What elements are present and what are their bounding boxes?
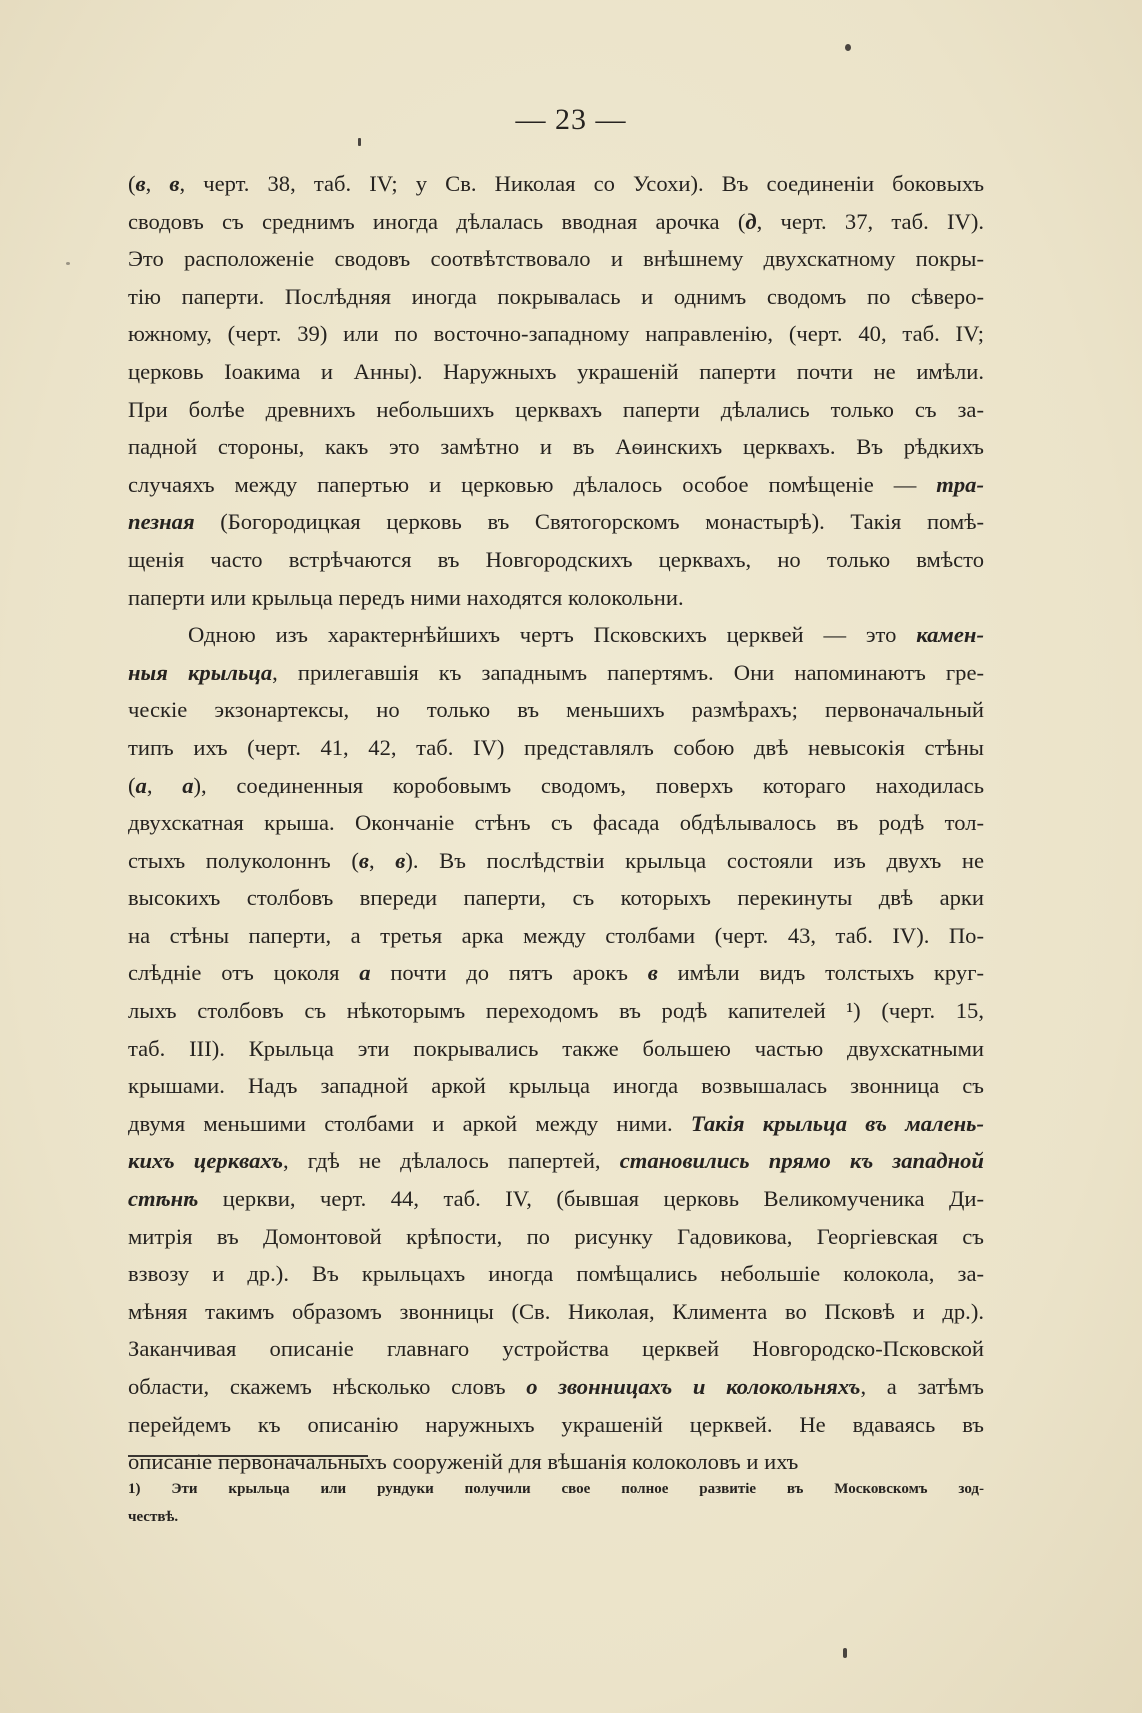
italic-text-segment: в: [135, 171, 146, 196]
text-segment: (: [128, 772, 136, 798]
text-line: [128, 315, 984, 353]
ink-speck: [843, 1648, 847, 1658]
text-segment: (: [128, 171, 136, 196]
text-segment: (Богородицкая церковь въ Святогорскомъ монастырѣ). Такія помѣ-: [194, 509, 984, 535]
italic-text-segment: тра-: [936, 471, 984, 497]
text-line: [128, 616, 984, 654]
italic-text-segment: в: [169, 171, 180, 196]
text-segment: , черт. 37, таб. IV).: [756, 208, 984, 234]
text-segment: почти до пятъ арокъ: [370, 960, 648, 986]
italic-text-segment: в: [395, 847, 406, 873]
text-line: [128, 165, 984, 203]
text-line: [128, 428, 984, 466]
text-line: [128, 1330, 984, 1368]
italic-text-segment: пезная: [128, 509, 195, 535]
text-line: [128, 767, 984, 805]
text-segment: высокихъ столбовъ впереди паперти, съ которыхъ перекинуты двѣ арки: [128, 885, 984, 911]
text-segment: лыхъ столбовъ съ нѣкоторымъ переходомъ въ родѣ капителей ¹) (черт. 15,: [128, 998, 984, 1024]
text-line: [128, 729, 984, 767]
text-line: [128, 954, 984, 992]
text-line: [128, 1142, 984, 1180]
text-segment: стыхъ полуколоннъ (: [128, 847, 359, 873]
text-line: [128, 1180, 984, 1218]
text-line: [128, 1255, 984, 1293]
ink-speck: [358, 138, 361, 146]
text-line: [128, 203, 984, 241]
footnote-divider: [128, 1455, 368, 1457]
text-segment: крышами. Надъ западной аркой крыльца иногда возвышалась звонница съ: [128, 1073, 984, 1099]
text-line: [128, 1218, 984, 1256]
text-segment: слѣдніе отъ цоколя: [128, 960, 360, 986]
text-segment: области, скажемъ нѣсколько словъ: [128, 1374, 527, 1399]
text-line: [128, 1406, 984, 1444]
text-segment: двухскатная крыша. Окончаніе стѣнъ съ фасада обдѣлывалось въ родѣ тол-: [128, 810, 984, 836]
text-line: [128, 1067, 984, 1105]
footnote: [128, 1475, 984, 1531]
text-segment: мѣняя такимъ образомъ звонницы (Св. Николая, Климента во Псковѣ и др.).: [128, 1298, 984, 1324]
italic-text-segment: кихъ церквахъ: [128, 1148, 284, 1174]
text-segment: Одною изъ характернѣйшихъ чертъ Псковскихъ церквей — это: [188, 622, 917, 648]
text-line: [128, 1105, 984, 1143]
text-segment: ,: [368, 847, 396, 873]
text-segment: паперти или крыльца передъ ними находятся колокольни.: [128, 584, 684, 610]
text-segment: При болѣе древнихъ небольшихъ церквахъ паперти дѣлались только съ за-: [128, 396, 984, 422]
text-line: [128, 579, 984, 617]
text-segment: митрія въ Домонтовой крѣпости, по рисунку Гадовикова, Георгіевская съ: [128, 1223, 984, 1249]
text-line: [128, 541, 984, 579]
ink-speck: [845, 44, 851, 51]
italic-text-segment: а: [135, 772, 147, 798]
footnote-line: чествѣ.: [128, 1509, 179, 1525]
text-line: [128, 466, 984, 504]
text-line: [128, 1293, 984, 1331]
text-segment: на стѣны паперти, а третья арка между столбами (черт. 43, таб. IV). По-: [128, 922, 984, 948]
text-segment: южному, (черт. 39) или по восточно-западному направленію, (черт. 40, таб. IV;: [128, 321, 984, 347]
text-segment: щенія часто встрѣчаются въ Новгородскихъ церквахъ, но только вмѣсто: [128, 546, 984, 572]
italic-text-segment: о звонницахъ и колокольняхъ: [526, 1374, 861, 1399]
text-line: [128, 691, 984, 729]
text-segment: ,: [145, 171, 170, 196]
footnote-line: 1) Эти крыльца или рундуки получили свое полное развитіе въ Московскомъ зод-: [128, 1481, 984, 1497]
text-segment: ,: [146, 772, 183, 798]
italic-text-segment: д: [745, 208, 757, 234]
text-segment: сводовъ съ среднимъ иногда дѣлалась вводная арочка (: [128, 208, 746, 234]
text-line: [128, 842, 984, 880]
text-line: [128, 879, 984, 917]
text-line: [128, 353, 984, 391]
text-segment: , прилегавшія къ западнымъ папертямъ. Они напоминаютъ гре-: [272, 659, 984, 685]
text-segment: , гдѣ не дѣлалось папертей,: [283, 1148, 620, 1174]
text-line: [128, 503, 984, 541]
italic-text-segment: в: [358, 847, 369, 873]
text-segment: имѣли видъ толстыхъ круг-: [657, 960, 984, 986]
text-segment: взвозу и др.). Въ крыльцахъ иногда помѣщались небольшіе колокола, за-: [128, 1261, 984, 1287]
text-segment: ческіе экзонартексы, но только въ меньшихъ размѣрахъ; первоначальный: [128, 697, 984, 723]
italic-text-segment: становились прямо къ западной: [619, 1148, 984, 1174]
text-line: [128, 804, 984, 842]
italic-text-segment: а: [182, 772, 194, 798]
text-line: [128, 1030, 984, 1068]
text-segment: ). Въ послѣдствіи крыльца состояли изъ двухъ не: [405, 847, 985, 873]
text-segment: церковь Іоакима и Анны). Наружныхъ украшеній паперти почти не имѣли.: [128, 358, 984, 384]
ink-speck: [66, 262, 70, 265]
text-segment: случаяхъ между папертью и церковью дѣлалось особое помѣщеніе —: [128, 471, 937, 497]
text-segment: таб. III). Крыльца эти покрывались также большею частью двухскатными: [128, 1035, 984, 1061]
text-segment: типъ ихъ (черт. 41, 42, таб. IV) представлялъ собою двѣ невысокія стѣны: [128, 734, 984, 760]
italic-text-segment: а: [359, 960, 371, 986]
text-segment: двумя меньшими столбами и аркой между ними.: [128, 1110, 691, 1136]
text-line: [128, 1368, 984, 1406]
text-line: [128, 240, 984, 278]
text-segment: церкви, черт. 44, таб. IV, (бывшая церковь Великомученика Ди-: [198, 1186, 984, 1212]
text-segment: ), соединенныя коробовымъ сводомъ, поверхъ котораго находилась: [193, 772, 984, 798]
text-line: [128, 992, 984, 1030]
body-text: [128, 165, 984, 1481]
text-segment: описаніе первоначальныхъ сооруженій для вѣшанія колоколовъ и ихъ: [128, 1449, 799, 1475]
text-segment: , а затѣмъ: [860, 1374, 984, 1399]
text-segment: , черт. 38, таб. IV; у Св. Николая со Усохи). Въ соединеніи боковыхъ: [179, 171, 985, 196]
text-segment: перейдемъ къ описанію наружныхъ украшеній церквей. Не вдаваясь въ: [128, 1411, 984, 1437]
text-line: [128, 391, 984, 429]
italic-text-segment: в: [647, 960, 658, 986]
text-segment: падной стороны, какъ это замѣтно и въ Аѳинскихъ церквахъ. Въ рѣдкихъ: [128, 434, 984, 460]
italic-text-segment: ныя крыльца: [128, 659, 273, 685]
text-line: [128, 654, 984, 692]
italic-text-segment: Такія крыльца въ малень-: [690, 1110, 985, 1136]
text-segment: тію паперти. Послѣдняя иногда покрывалась и однимъ сводомъ по сѣверо-: [128, 283, 984, 309]
text-segment: Это расположеніе сводовъ соотвѣтствовало и внѣшнему двухскатному покры-: [128, 246, 984, 272]
text-line: [128, 278, 984, 316]
page-number: — 23 —: [515, 103, 627, 136]
text-segment: Заканчивая описаніе главнаго устройства церквей Новгородско-Псковской: [128, 1336, 984, 1362]
text-line: [128, 917, 984, 955]
italic-text-segment: камен-: [916, 622, 984, 648]
italic-text-segment: стѣнѣ: [128, 1186, 199, 1212]
